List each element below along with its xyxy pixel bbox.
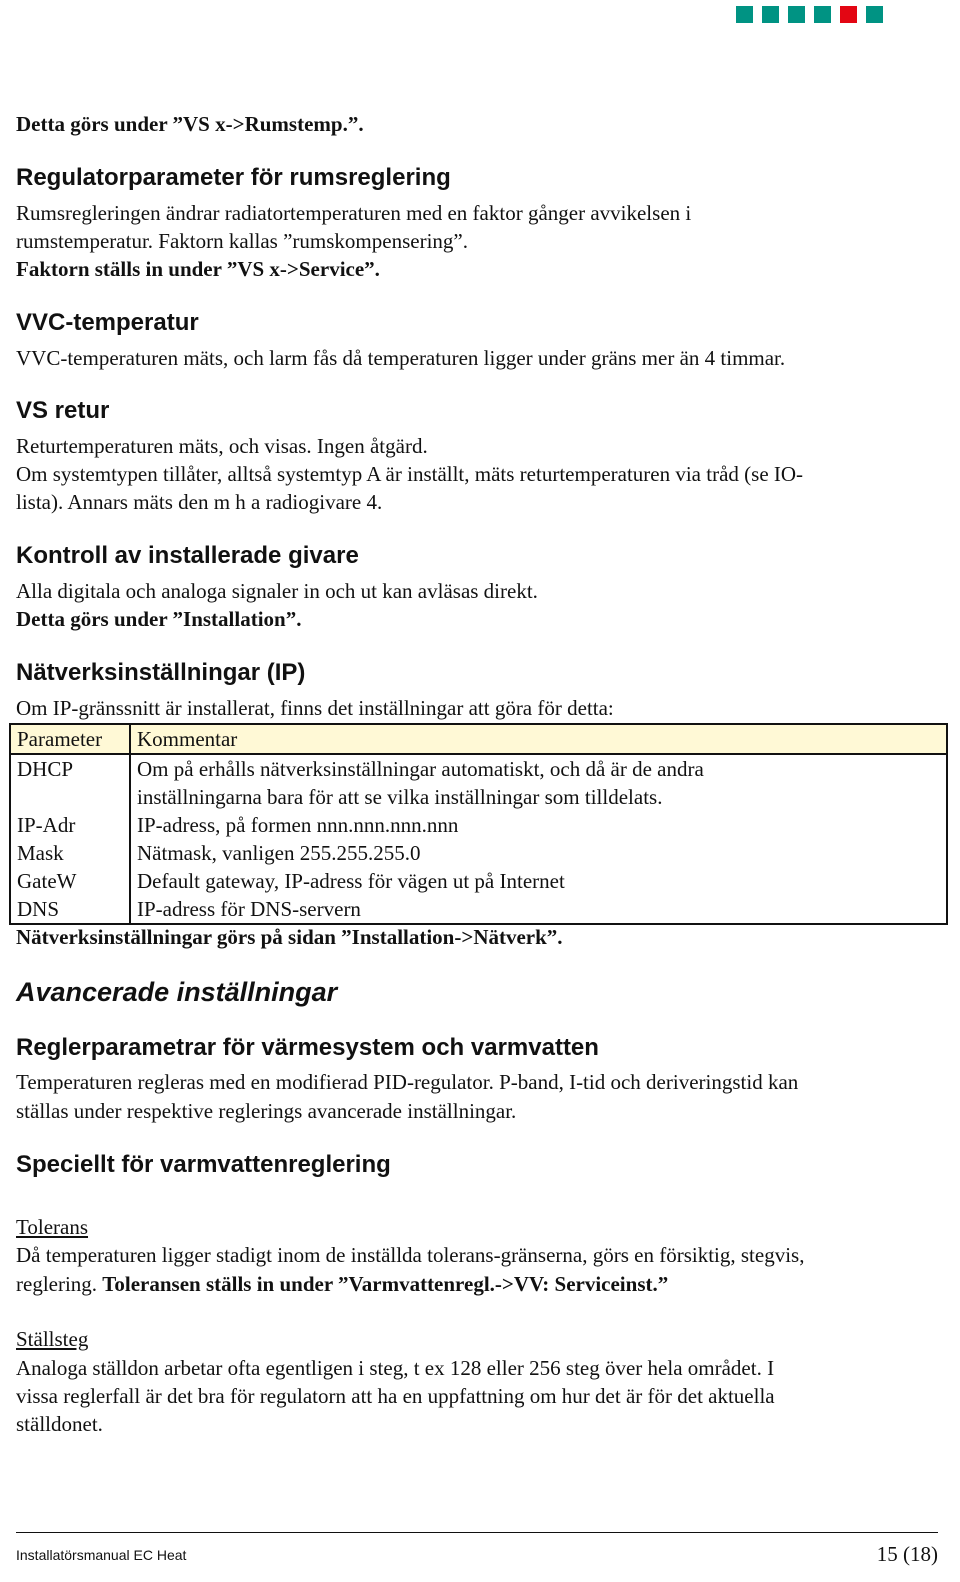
logo-square	[866, 6, 883, 23]
table-cell-param: DHCP	[10, 754, 130, 811]
paragraph-line: Detta görs under ”Installation”.	[16, 607, 302, 631]
table-cell-comment: Nätmask, vanligen 255.255.255.0	[137, 841, 421, 865]
footer-document-title: Installatörsmanual EC Heat	[16, 1547, 187, 1563]
heading-rumsreglering: Regulatorparameter för rumsreglering	[16, 164, 451, 191]
logo-square	[840, 6, 857, 23]
table-cell-param: DNS	[10, 895, 130, 924]
intro-line: Detta görs under ”VS x->Rumstemp.”.	[16, 112, 364, 136]
footer-page-number: 15 (18)	[876, 1542, 938, 1566]
table-header-row	[10, 724, 947, 754]
paragraph-line: Om IP-gränssnitt är installerat, finns det inställningar att göra för detta:	[16, 696, 614, 720]
table-cell-comment	[130, 754, 947, 811]
paragraph-line: vissa reglerfall är det bra för regulatorn att ha en uppfattning om hur det är för det aktuella	[16, 1384, 775, 1408]
paragraph-line: Analoga ställdon arbetar ofta egentligen i steg, t ex 128 eller 256 steg över hela området. I	[16, 1356, 775, 1380]
table-cell-comment: IP-adress, på formen nnn.nnn.nnn.nnn	[137, 813, 459, 837]
footer-divider	[16, 1532, 938, 1533]
paragraph-line: lista). Annars mäts den m h a radiogivare 4.	[16, 490, 383, 514]
paragraph-line: Rumsregleringen ändrar radiatortemperaturen med en faktor gånger avvikelsen i	[16, 201, 692, 225]
table-row	[10, 867, 947, 895]
heading-vs-retur: VS retur	[16, 397, 110, 424]
paragraph-line: Returtemperaturen mäts, och visas. Ingen åtgärd.	[16, 434, 428, 458]
heading-kontroll: Kontroll av installerade givare	[16, 542, 359, 569]
subheading-stallsteg: Ställsteg	[16, 1327, 89, 1351]
subheading-tolerans: Tolerans	[16, 1215, 89, 1239]
paragraph-line	[16, 1270, 668, 1299]
table-header-cell: Parameter	[10, 724, 130, 754]
paragraph-line: Då temperaturen ligger stadigt inom de inställda tolerans-gränserna, görs en försiktig, stegvis,	[16, 1243, 805, 1267]
logo-square	[788, 6, 805, 23]
table-cell-param: IP-Adr	[10, 811, 130, 839]
table-row	[10, 839, 947, 867]
table-header-cell: Kommentar	[130, 724, 947, 754]
table-cell-param: GateW	[10, 867, 130, 895]
heading-natverk: Nätverksinställningar (IP)	[16, 659, 306, 686]
table-cell-param: Mask	[10, 839, 130, 867]
text-span: reglering.	[16, 1272, 103, 1296]
heading-avancerade: Avancerade inställningar	[16, 977, 338, 1007]
paragraph-line: Nätverksinställningar görs på sidan ”Installation->Nätverk”.	[16, 925, 563, 949]
paragraph-line: VVC-temperaturen mäts, och larm fås då temperaturen ligger under gräns mer än 4 timmar.	[16, 346, 786, 370]
table-row	[10, 754, 947, 811]
logo-square	[762, 6, 779, 23]
text-span-bold: Toleransen ställs in under ”Varmvattenregl.->VV: Serviceinst.”	[102, 1272, 669, 1296]
paragraph-line: Om systemtypen tillåter, alltså systemtyp A är inställt, mäts returtemperaturen via tråd (se IO-	[16, 462, 804, 486]
comment-line: inställningarna bara för att se vilka inställningar som tilldelats.	[137, 785, 663, 809]
logo-square	[814, 6, 831, 23]
heading-reglerparametrar: Reglerparametrar för värmesystem och varmvatten	[16, 1034, 599, 1061]
logo-square	[736, 6, 753, 23]
table-row	[10, 811, 947, 839]
paragraph-line: Temperaturen regleras med en modifierad PID-regulator. P-band, I-tid och deriveringstid kan	[16, 1070, 799, 1094]
network-parameter-table	[9, 723, 948, 925]
paragraph-line: Faktorn ställs in under ”VS x->Service”.	[16, 257, 380, 281]
table-cell-comment: IP-adress för DNS-servern	[137, 897, 361, 921]
table-cell-comment: Default gateway, IP-adress för vägen ut på Internet	[137, 869, 565, 893]
table-row	[10, 895, 947, 924]
heading-vvc-temperatur: VVC-temperatur	[16, 309, 199, 336]
comment-line: Om på erhålls nätverksinställningar automatiskt, och då är de andra	[137, 757, 704, 781]
paragraph-line: ställdonet.	[16, 1412, 103, 1436]
heading-varmvatten: Speciellt för varmvattenreglering	[16, 1151, 391, 1178]
paragraph-line: ställas under respektive reglerings avancerade inställningar.	[16, 1099, 517, 1123]
brand-logo	[736, 6, 883, 23]
paragraph-line: rumstemperatur. Faktorn kallas ”rumskompensering”.	[16, 229, 468, 253]
paragraph-line: Alla digitala och analoga signaler in och ut kan avläsas direkt.	[16, 579, 538, 603]
